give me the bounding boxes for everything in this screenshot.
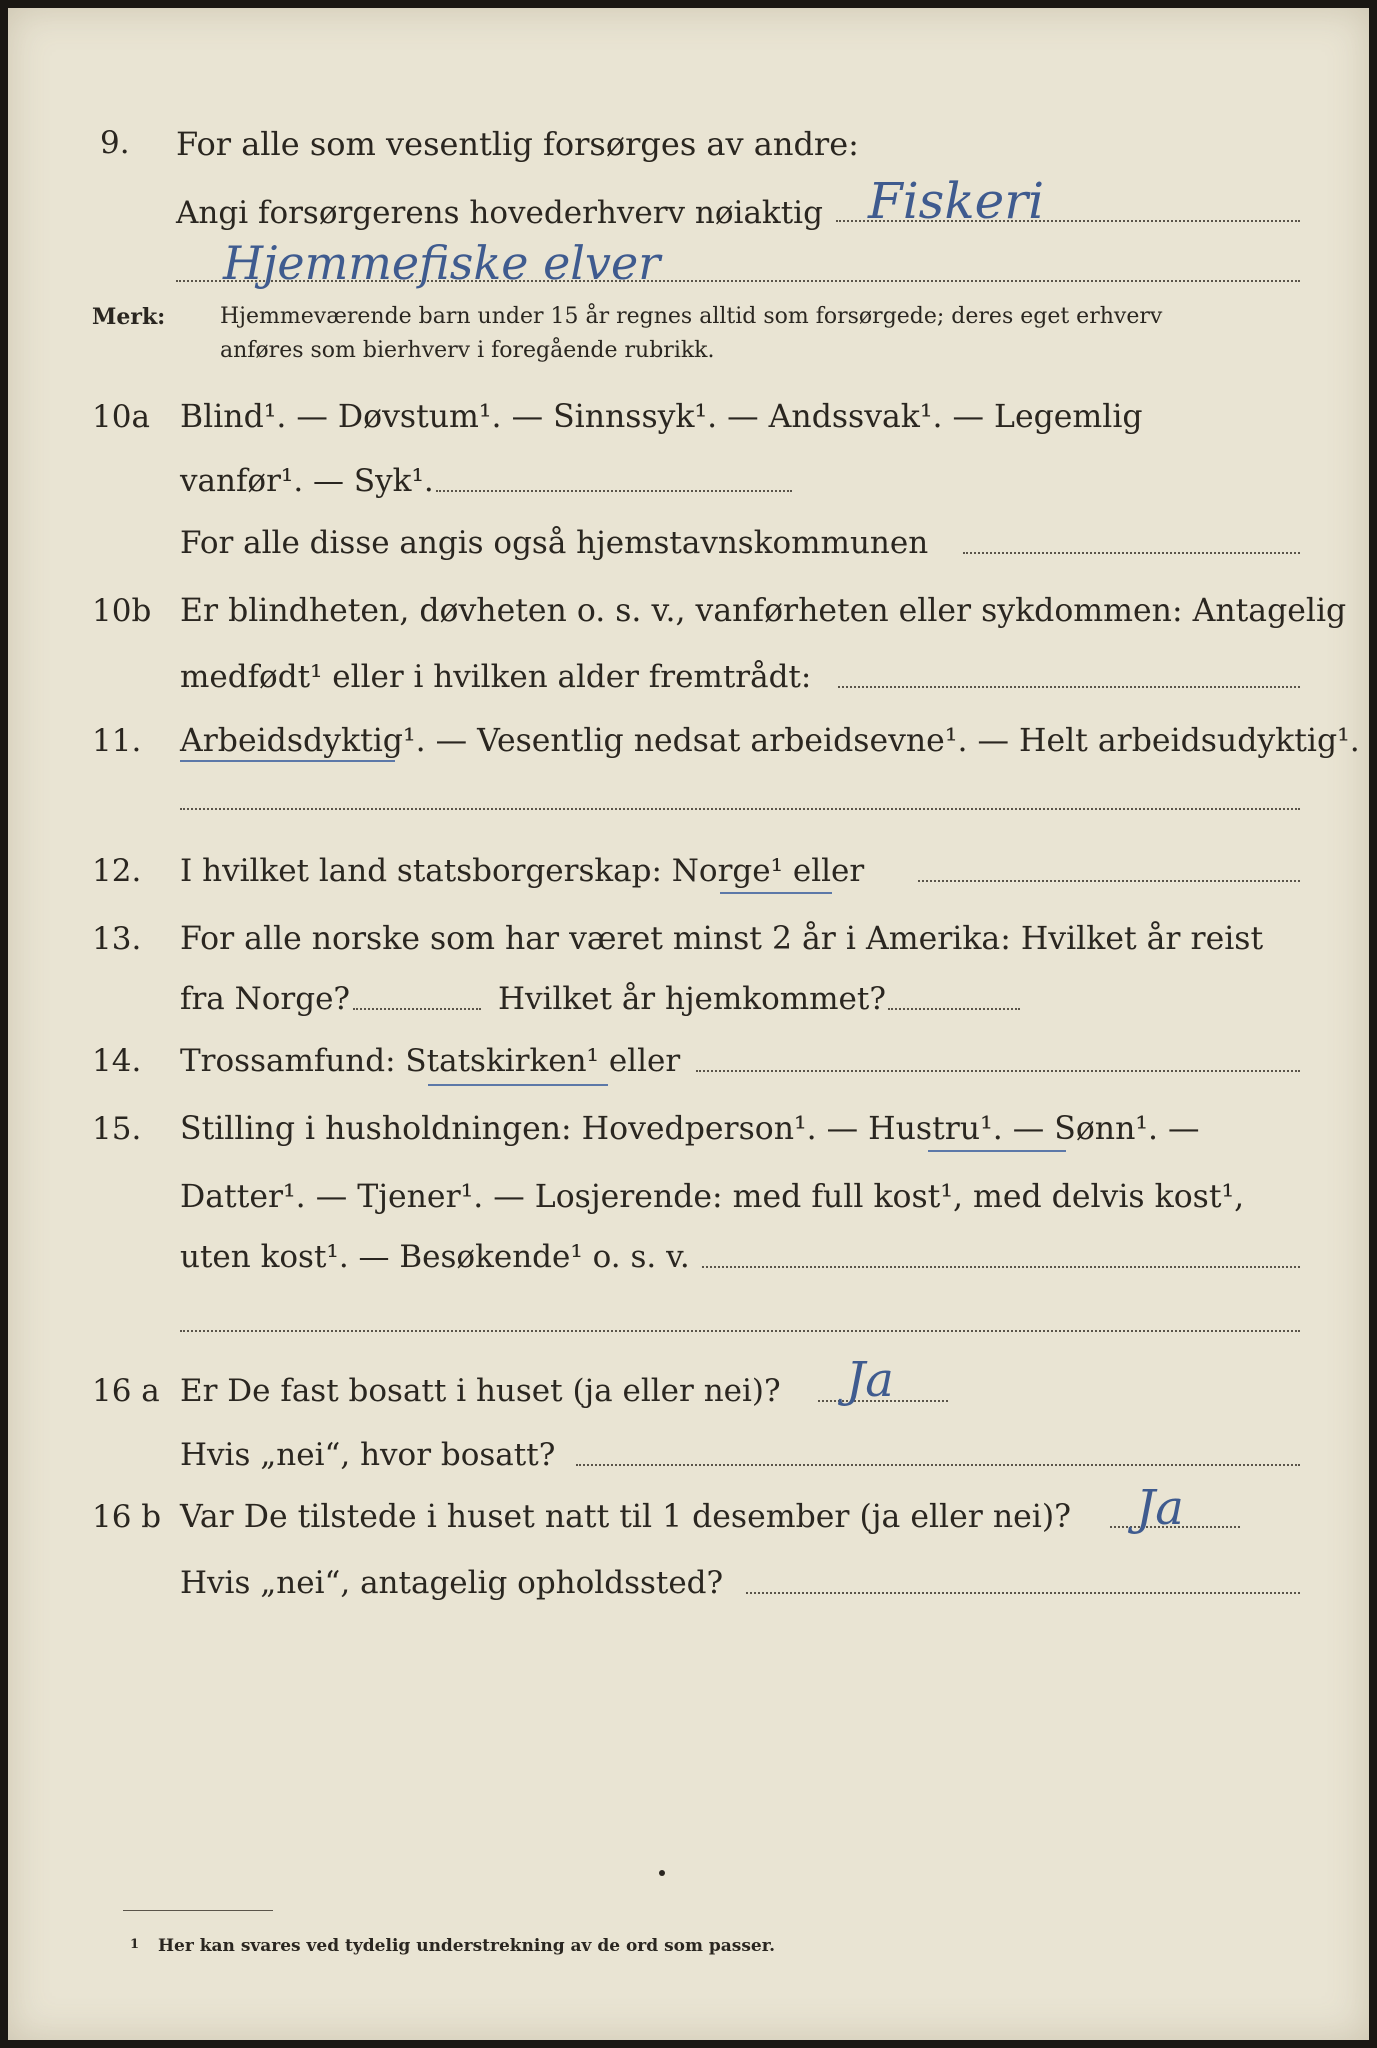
q15-extra-line (180, 1330, 1300, 1332)
q15-line2: Datter¹. — Tjener¹. — Losjerende: med full kost¹, med delvis kost¹, (180, 1179, 1245, 1215)
q10b-line2: medfødt¹ eller i hvilken alder fremtrådt: (180, 659, 812, 695)
q12-number: 12. (92, 853, 142, 889)
ink-dot (659, 1870, 665, 1876)
q12-line1: I hvilket land statsborgerskap: Norge¹ eller (180, 853, 865, 889)
q11-line1: Arbeidsdyktig¹. — Vesentlig nedsat arbeidsevne¹. — Helt arbeidsudyktig¹. (180, 723, 1360, 759)
q10a-municipality-line (963, 552, 1300, 554)
q11-handwritten-underline-arbeidsdyktig (180, 760, 395, 762)
footnote-mark: 1 (130, 1937, 140, 1952)
q13-line1: For alle norske som har været minst 2 år i Amerika: Hvilket år reist (180, 921, 1264, 957)
footnote-text: Her kan svares ved tydelig understrekning av de ord som passer. (158, 1936, 776, 1956)
q16a-handwritten-answer: Ja (846, 1352, 894, 1408)
q13-line2a: fra Norge? (180, 981, 351, 1017)
q10b-age-line (838, 686, 1300, 688)
q11-answer-line (180, 808, 1300, 810)
q15-number: 15. (92, 1111, 142, 1147)
q10a-line3: For alle disse angis også hjemstavnskommunen (180, 525, 929, 561)
q16b-number: 16 b (92, 1499, 162, 1535)
q14-denomination-line (696, 1070, 1300, 1072)
q16b-handwritten-answer: Ja (1136, 1480, 1184, 1536)
q15-line1: Stilling i husholdningen: Hovedperson¹. — Hustru¹. — Sønn¹. — (180, 1111, 1200, 1147)
q12-country-line (918, 880, 1300, 882)
q15-line3: uten kost¹. — Besøkende¹ o. s. v. (180, 1239, 690, 1275)
q16a-line2: Hvis „nei“, hvor bosatt? (180, 1437, 556, 1473)
q10b-line1: Er blindheten, døvheten o. s. v., vanførheten eller sykdommen: Antagelig (180, 593, 1347, 629)
q13-return-year-line (888, 1008, 1020, 1010)
q9-line1: For alle som vesentlig forsørges av andre: (176, 125, 859, 163)
q16a-line1: Er De fast bosatt i huset (ja eller nei)? (180, 1373, 781, 1409)
q16b-line2: Hvis „nei“, antagelig opholdssted? (180, 1565, 724, 1601)
q10a-line1: Blind¹. — Døvstum¹. — Sinnssyk¹. — Andssvak¹. — Legemlig (180, 399, 1143, 435)
q13-emigration-year-line (353, 1008, 481, 1010)
merk-line2: anføres som bierhverv i foregående rubrikk. (220, 338, 715, 363)
q9-handwritten-occupation: Fiskeri (868, 172, 1045, 230)
q13-line2b: Hvilket år hjemkommet? (498, 981, 886, 1017)
q16b-whereabouts-line (746, 1592, 1300, 1594)
merk-line1: Hjemmeværende barn under 15 år regnes alltid som forsørgede; deres eget erhverv (220, 304, 1163, 329)
q9-handwritten-detail: Hjemmefiske elver (223, 236, 661, 290)
q10a-sick-line (436, 490, 792, 492)
footnote-rule (123, 1910, 273, 1911)
q10a-number: 10a (92, 399, 150, 435)
q10a-line2: vanfør¹. — Syk¹. (180, 463, 434, 499)
q14-handwritten-underline-statskirken (428, 1084, 608, 1086)
q9-number: 9. (100, 125, 130, 161)
q12-handwritten-underline-norge (720, 892, 832, 894)
q14-number: 14. (92, 1043, 142, 1079)
census-form-page (8, 8, 1369, 2040)
q16b-line1: Var De tilstede i huset natt til 1 desember (ja eller nei)? (180, 1499, 1072, 1535)
q15-position-line (702, 1266, 1300, 1268)
merk-label: Merk: (92, 304, 166, 330)
q11-number: 11. (92, 723, 142, 759)
q13-number: 13. (92, 921, 142, 957)
q16a-number: 16 a (92, 1373, 160, 1409)
q14-line1: Trossamfund: Statskirken¹ eller (180, 1043, 681, 1079)
q10b-number: 10b (92, 593, 152, 629)
q9-line2: Angi forsørgerens hovederhverv nøiaktig (176, 195, 823, 231)
q15-handwritten-underline-hustru (928, 1150, 1066, 1152)
q16a-residence-line (576, 1464, 1300, 1466)
